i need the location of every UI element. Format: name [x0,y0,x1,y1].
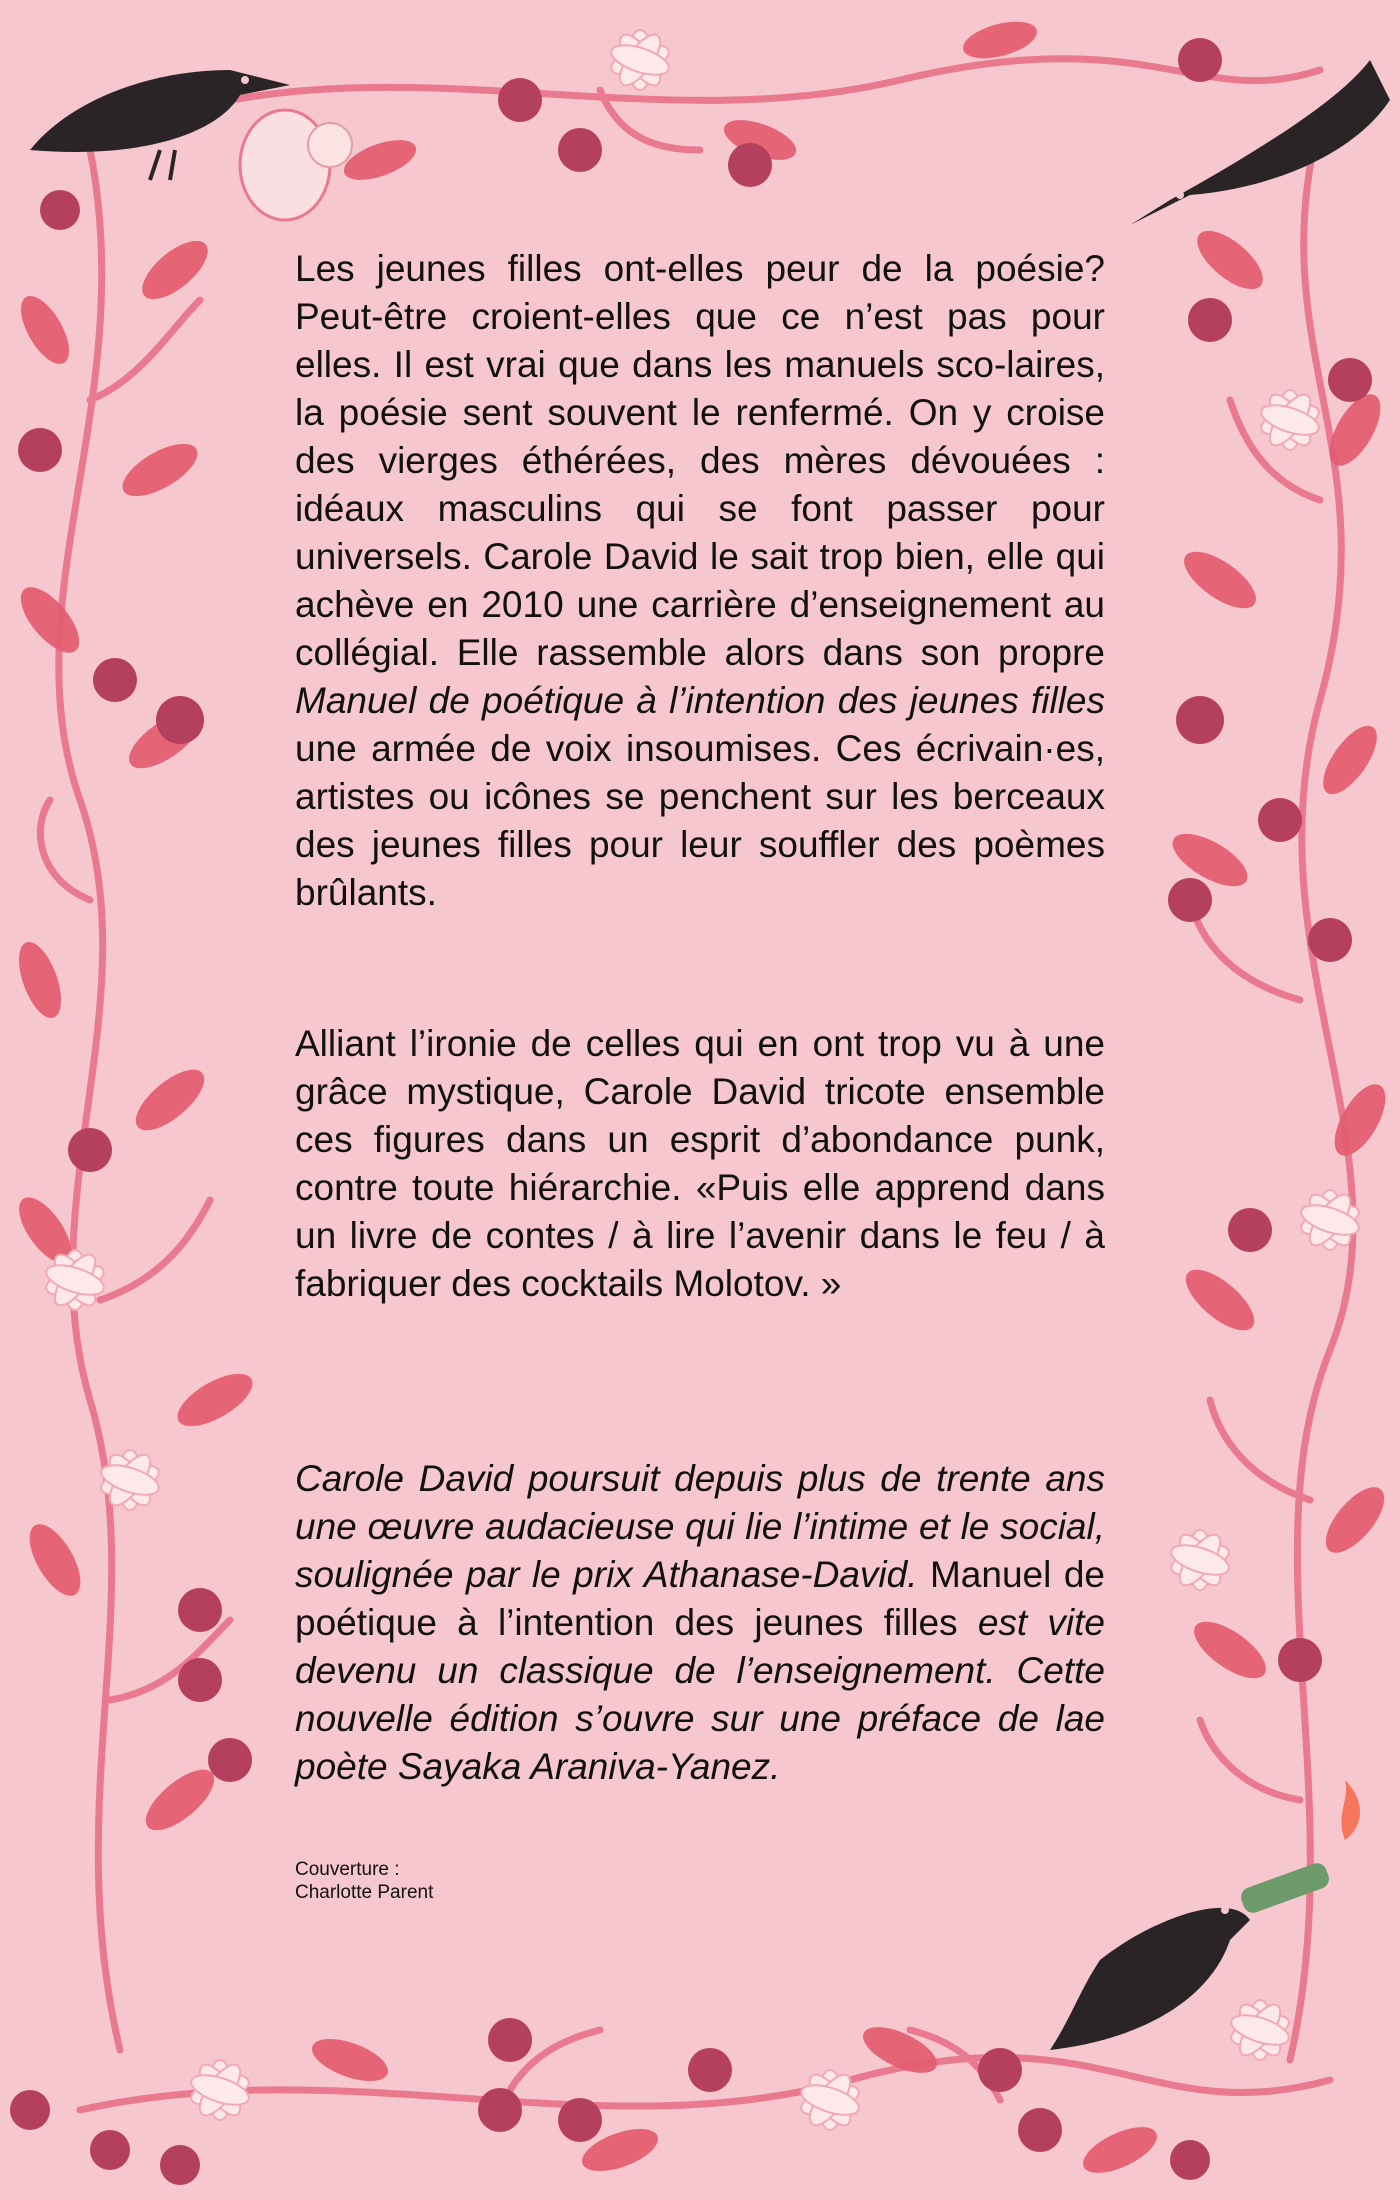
berry-icon [156,696,204,744]
leaf-icon [1185,1611,1274,1689]
berry-icon [1258,798,1302,842]
berry-icon [728,143,772,187]
leaf-icon [1315,1478,1394,1562]
leaf-icon [1175,541,1264,619]
cover-credit [295,1858,433,1904]
leaf-icon [1313,717,1387,802]
berry-icon [558,2098,602,2142]
berry-icon [488,2018,532,2062]
paragraph-1-text-end: une armée de voix insoumises. Ces écrivain·es, artistes ou icônes se penchent sur les berceaux des jeunes filles pour leur souffler des poèmes brûlants. [295,728,1105,913]
berry-icon [1328,358,1372,402]
berry-icon [68,1128,112,1172]
leaf-icon [133,230,217,309]
cover-credit-label: Couverture : [295,1859,400,1880]
book-title-upright: Manuel de poétique à l’intention des jeunes filles [295,1554,1105,1643]
berry-icon [1170,2140,1210,2180]
berry-icon [10,2090,50,2130]
author-bio-text-end: est vite devenu un classique de l’enseignement. Cette nouvelle édition s’ouvre sur une préface de lae poète Sayaka Araniva-Yanez. [295,1602,1105,1787]
leaf-icon [170,1363,261,1436]
leaf-icon [10,937,69,1024]
flower-icon [188,2059,252,2122]
crow-icon [1050,1906,1250,2050]
berry-icon [208,1738,252,1782]
leaf-icon [136,1759,223,1841]
cover-credit-name: Charlotte Parent [295,1882,434,1903]
description-paragraph-1 [295,245,1105,917]
flower-icon [1258,389,1322,452]
leaf-icon [1077,2118,1164,2183]
berry-icon [1188,298,1232,342]
leaf-icon [126,1059,213,1141]
berry-icon [1018,2108,1062,2152]
crow-icon [1130,60,1390,225]
author-bio-paragraph [295,1455,1105,1791]
berry-icon [1308,918,1352,962]
flower-icon [608,29,672,92]
leaf-icon [1176,1259,1263,1341]
leaf-icon [19,1516,90,1603]
description-paragraph-2 [295,1020,1105,1308]
paragraph-2-text: Alliant l’ironie de celles qui en ont trop vu à une grâce mystique, Carole David tricote ensemble ces figures dans un esprit d’abondance punk, contre toute hiérarchie. «Puis elle apprend dans un livre de contes / à lire l’avenir dans le feu / à fabriquer des cocktails Molotov. » [295,1023,1105,1304]
paragraph-1-text: Les jeunes filles ont-elles peur de la poésie? Peut-être croient-elles que ce n’est pas pour elles. Il est vrai que dans les manuels sco-laires, la poésie sent souvent le renfermé. On y croise des vierges éthérées, des mères dévouées : idéaux masculins qui se font passer pour universels. Carole David le sait trop bien, elle qui achève en 2010 une carrière d’enseignement au collégial. Elle rassemble alors dans son propre [295,248,1105,673]
berry-icon [90,2130,130,2170]
berry-icon [688,2048,732,2092]
book-title: Manuel de poétique à l’intention des jeunes filles [295,680,1105,721]
flower-icon [1168,1529,1232,1592]
berry-icon [478,2088,522,2132]
leaf-icon [115,433,206,506]
berry-icon [1168,878,1212,922]
berry-icon [978,2048,1022,2092]
berry-icon [178,1658,222,1702]
berry-icon [498,78,542,122]
berry-icon [558,128,602,172]
berry-icon [1178,38,1222,82]
berry-icon [40,190,80,230]
leaf-icon [10,578,89,662]
berry-icon [1176,696,1224,744]
berry-icon [93,658,137,702]
leaf-icon [307,2030,394,2089]
berry-icon [1278,1638,1322,1682]
berry-icon [1228,1208,1272,1252]
baby-in-bundle-icon [240,110,352,220]
berry-icon [18,428,62,472]
flower-icon [1228,1999,1292,2062]
berry-icon [160,2145,200,2185]
author-bio-text: Carole David poursuit depuis plus de trente ans une œuvre audacieuse qui lie l’intime et le social, soulignée par le prix Athanase-David. [295,1458,1105,1595]
leaf-icon [11,289,78,372]
berry-icon [178,1588,222,1632]
leaf-icon [1188,220,1272,299]
